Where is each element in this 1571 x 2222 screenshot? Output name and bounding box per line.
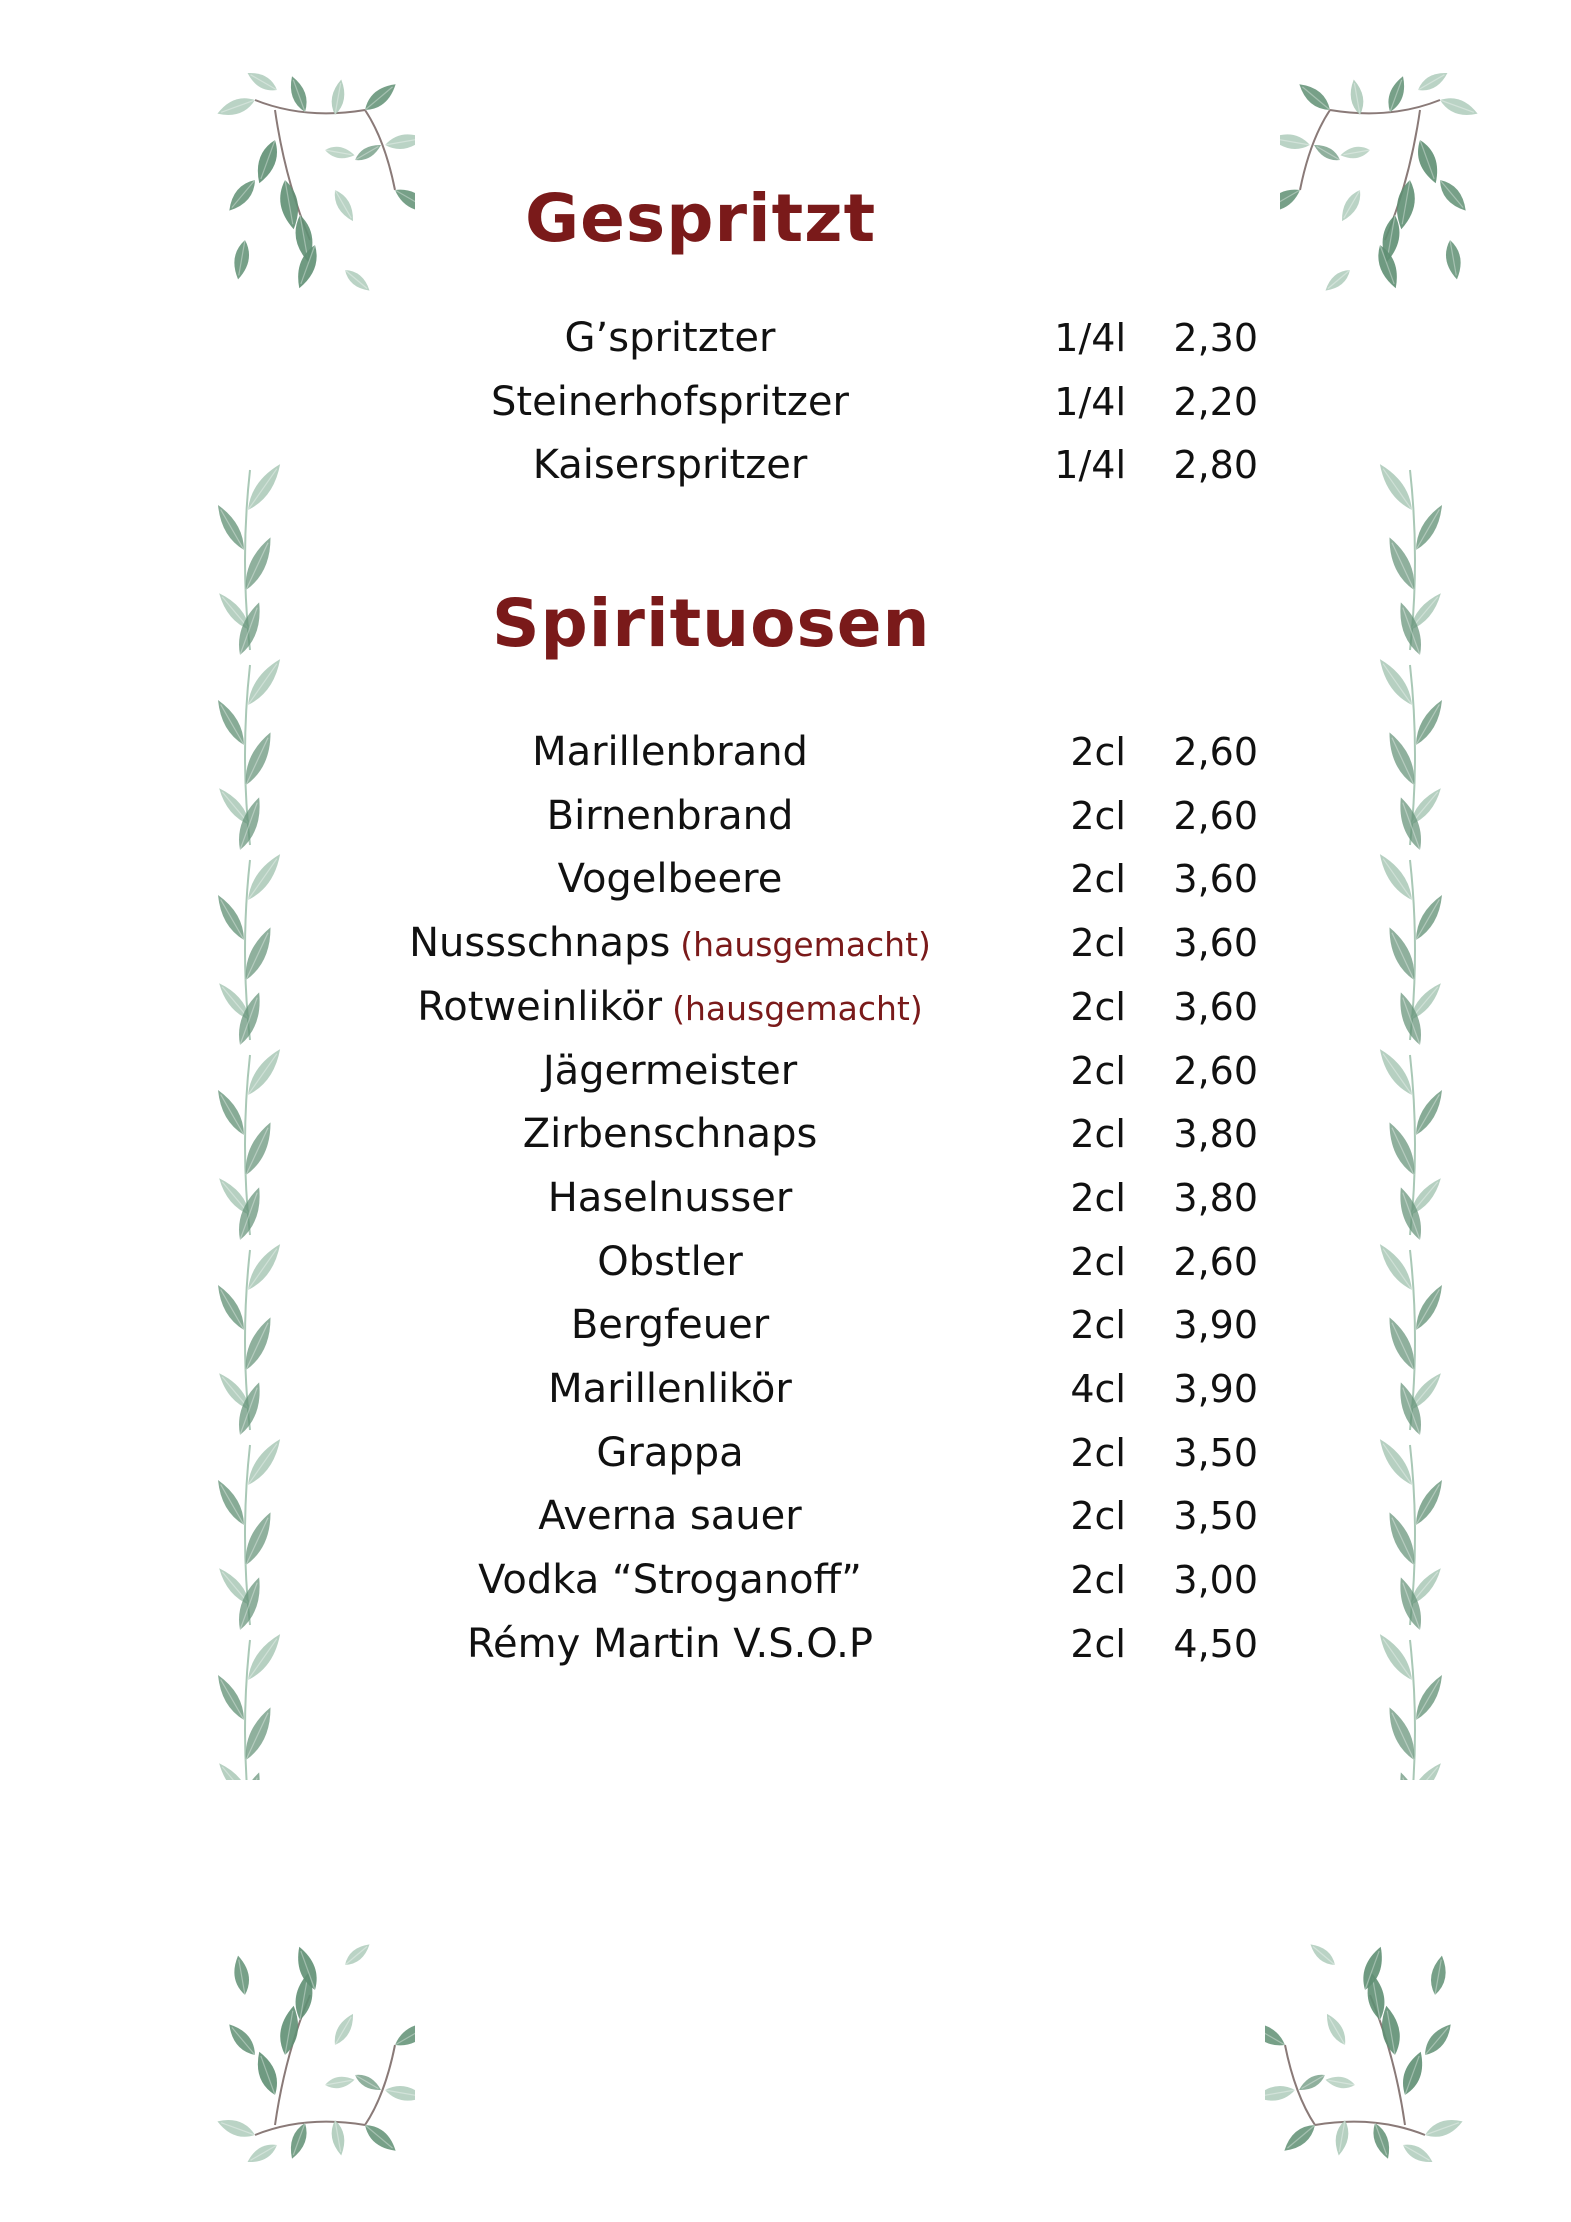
cluster-group <box>215 68 415 295</box>
menu-item-price: 3,80 <box>1173 1175 1258 1220</box>
menu-item-row <box>0 1614 1571 1674</box>
leaf-vein <box>1416 509 1439 550</box>
menu-item-name-text: Obstler <box>597 1238 743 1285</box>
menu-item-price: 2,60 <box>1173 793 1258 838</box>
menu-item-row <box>0 1359 1571 1419</box>
menu-item-name <box>547 786 794 846</box>
menu-item-size: 2cl <box>1070 1430 1126 1475</box>
menu-item-name <box>538 1486 801 1546</box>
menu-item-row <box>0 1232 1571 1292</box>
leaf-cluster-bottom-left-icon <box>215 1935 415 2195</box>
leaf-vein <box>221 509 244 550</box>
leaf-vein <box>1383 664 1412 705</box>
menu-item-price: 2,30 <box>1173 316 1258 360</box>
menu-item-name-text: Steinerhofspritzer <box>491 378 849 425</box>
leaf-cluster-bottom-right-icon <box>1265 1935 1465 2195</box>
menu-item-name <box>597 1232 743 1292</box>
menu-item-row <box>0 1550 1571 1610</box>
leaf-shape <box>1405 1759 1445 1780</box>
menu-item-name-text: Marillenbrand <box>532 729 808 775</box>
menu-item-name <box>533 435 808 495</box>
leaf-shape <box>215 1759 255 1780</box>
menu-item-price: 4,50 <box>1173 1621 1258 1666</box>
menu-item-row <box>0 435 1571 495</box>
menu-item-name <box>523 1104 818 1164</box>
leaf-vein <box>221 1679 244 1720</box>
menu-item-name-text: Haselnusser <box>547 1174 793 1221</box>
menu-item-name-text: Birnenbrand <box>546 792 794 839</box>
menu-item-size: 4cl <box>1070 1367 1126 1411</box>
leaf-shape <box>384 2083 415 2104</box>
menu-item-name-text: Rotweinlikör <box>417 983 663 1030</box>
leaf-vein <box>248 664 277 705</box>
menu-item-price: 2,60 <box>1173 1048 1258 1093</box>
menu-item-name <box>491 372 849 432</box>
menu-item-row <box>0 308 1571 368</box>
cluster-group <box>1265 1940 1465 2167</box>
leaf-shape <box>1280 131 1311 152</box>
menu-item-note: (hausgemacht) <box>672 988 923 1028</box>
menu-item-price: 3,60 <box>1173 984 1258 1029</box>
leaf-vein <box>1416 1679 1439 1720</box>
menu-item-row <box>0 722 1571 782</box>
menu-item-size: 2cl <box>1070 793 1126 838</box>
menu-item-size: 1/4l <box>1054 443 1126 487</box>
menu-item-size: 2cl <box>1070 1048 1126 1093</box>
menu-item-price: 3,90 <box>1173 1367 1258 1411</box>
menu-item-name <box>467 1614 873 1674</box>
menu-item-name-text: Vogelbeere <box>557 856 783 903</box>
menu-item-row <box>0 1486 1571 1546</box>
menu-item-price: 2,60 <box>1173 1239 1258 1284</box>
menu-item-name-text: Zirbenschnaps <box>522 1111 818 1158</box>
menu-item-note: (hausgemacht) <box>680 925 931 965</box>
menu-item-price: 3,90 <box>1173 1303 1258 1348</box>
menu-item-name-text: Grappa <box>596 1429 744 1476</box>
menu-item-row <box>0 913 1571 973</box>
menu-item-name-text: Nussschnaps <box>409 920 671 967</box>
menu-item-price: 2,80 <box>1173 443 1258 487</box>
menu-item-name <box>409 913 931 975</box>
menu-item-name-text: Jägermeister <box>542 1047 798 1094</box>
menu-item-price: 3,60 <box>1173 921 1258 966</box>
menu-item-price: 2,60 <box>1173 730 1258 774</box>
leaf-cluster-top-left-icon <box>215 40 415 300</box>
cluster-group <box>215 1940 415 2167</box>
menu-item-size: 2cl <box>1070 1303 1126 1348</box>
menu-item-name <box>596 1423 743 1483</box>
menu-item-size: 2cl <box>1070 857 1126 902</box>
menu-item-size: 2cl <box>1070 1621 1126 1666</box>
menu-item-row <box>0 1041 1571 1101</box>
menu-item-name <box>571 1295 769 1355</box>
menu-item-name <box>548 1168 793 1228</box>
menu-item-size: 2cl <box>1070 730 1126 774</box>
menu-item-name <box>543 1041 797 1101</box>
menu-item-size: 2cl <box>1070 1112 1126 1157</box>
menu-item-price: 3,50 <box>1173 1430 1258 1475</box>
leaf-shape <box>384 131 415 152</box>
menu-item-name-text: Vodka “Stroganoff” <box>478 1557 862 1604</box>
menu-item-name-text: G’spritzter <box>564 315 776 361</box>
menu-item-price: 3,60 <box>1173 857 1258 902</box>
menu-item-row <box>0 786 1571 846</box>
section-title-gespritzt: Gespritzt <box>525 180 877 257</box>
menu-item-name-text: Rémy Martin V.S.O.P <box>466 1620 874 1667</box>
menu-item-price: 2,20 <box>1173 379 1258 424</box>
menu-item-row <box>0 1168 1571 1228</box>
menu-item-name <box>565 308 776 368</box>
leaf-shape <box>1265 2083 1296 2104</box>
menu-item-name-text: Bergfeuer <box>570 1302 770 1349</box>
menu-item-name-text: Kaiserspritzer <box>532 442 808 488</box>
menu-item-size: 2cl <box>1070 1558 1126 1603</box>
menu-item-size: 2cl <box>1070 1494 1126 1539</box>
menu-item-name <box>558 849 783 909</box>
menu-item-name <box>417 977 922 1039</box>
menu-item-price: 3,50 <box>1173 1494 1258 1539</box>
menu-item-row <box>0 1295 1571 1355</box>
cluster-group <box>1280 68 1480 295</box>
menu-item-row <box>0 1423 1571 1483</box>
section-title-spirituosen: Spirituosen <box>492 585 931 662</box>
menu-item-name <box>478 1550 862 1610</box>
menu-item-row <box>0 1104 1571 1164</box>
leaf-cluster-top-right-icon <box>1280 40 1480 300</box>
menu-item-size: 2cl <box>1070 984 1126 1029</box>
menu-item-size: 2cl <box>1070 1239 1126 1284</box>
menu-item-name-text: Marillenlikör <box>548 1366 792 1412</box>
menu-item-size: 2cl <box>1070 1175 1126 1220</box>
menu-item-size: 1/4l <box>1054 316 1126 360</box>
menu-item-name <box>548 1359 792 1419</box>
menu-item-row <box>0 849 1571 909</box>
menu-item-name-text: Averna sauer <box>538 1493 802 1540</box>
menu-item-row <box>0 372 1571 432</box>
menu-item-name <box>532 722 808 782</box>
menu-item-price: 3,80 <box>1173 1112 1258 1157</box>
menu-item-size: 1/4l <box>1054 379 1126 424</box>
menu-item-size: 2cl <box>1070 921 1126 966</box>
menu-item-price: 3,00 <box>1173 1558 1258 1603</box>
menu-item-row <box>0 977 1571 1037</box>
